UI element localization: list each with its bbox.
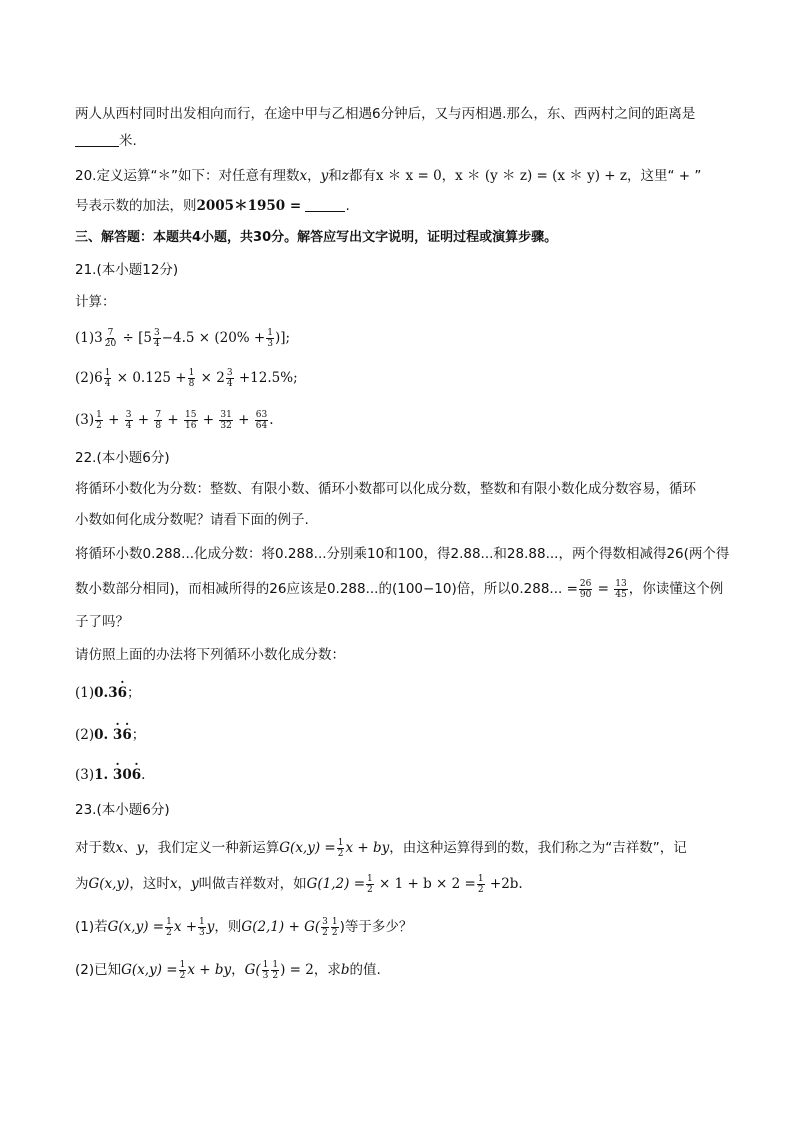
fraction: $\frac{1}{2}$: [272, 959, 279, 981]
repeating-digit: · 3: [113, 765, 122, 785]
q20-line2: [75, 196, 734, 216]
q22-head: [75, 448, 734, 468]
fraction: $\frac{1}{2}$: [477, 873, 484, 895]
expression-end: .: [269, 412, 274, 428]
q23-line1: [75, 834, 734, 862]
q19-text: 两人从西村同时出发相向而行，在途中甲与乙相遇6分钟后，又与丙相遇.那么，东、西两村之间的距离是: [75, 106, 696, 122]
q22-text: 子了吗？: [75, 614, 129, 630]
q22-item1: [75, 683, 734, 703]
q22-line2: [75, 510, 734, 530]
q22-item2: [75, 725, 734, 745]
q22-line3: [75, 544, 734, 564]
section-3-heading: [75, 228, 734, 248]
g-example-expr: × 1 + b × 2 =: [374, 876, 476, 892]
q23-text: )等于多少？: [339, 919, 413, 935]
q21-intro-text: 计算：: [75, 294, 116, 310]
var-y: y: [136, 840, 145, 856]
times: ×: [196, 370, 217, 386]
q22-text: 将循环小数化为分数：整数、有限小数、循环小数都可以化成分数，整数和有限小数化成分数容易，循环: [75, 481, 696, 497]
part-label: (2): [75, 727, 95, 743]
denominator: 8: [155, 421, 162, 431]
fraction: $\frac{1}{3}$: [267, 328, 273, 349]
q23-text: 的值.: [349, 962, 381, 978]
numerator: 1: [96, 410, 102, 420]
mixed-number: 2 $\frac{3}{4}$: [216, 367, 233, 389]
answer-blank[interactable]: [305, 197, 345, 212]
q23-text: ，这时: [129, 876, 170, 892]
q20-sep: ，: [441, 168, 456, 184]
q21-part1: [75, 324, 734, 352]
var-y: y: [320, 168, 329, 184]
rule-2: x ＊ (y ＊ z) = (x ＊ y) + z: [455, 168, 627, 184]
q23-part2: [75, 956, 734, 984]
mixed-number: 6 $\frac{1}{4}$: [94, 367, 111, 389]
numerator: 15: [185, 410, 197, 420]
q21-intro: [75, 292, 734, 312]
fraction: $\frac{1}{8}$: [188, 368, 195, 389]
repeating-digit: · 6: [118, 683, 127, 703]
fraction: [255, 410, 268, 431]
repeating-digit: · 6: [122, 725, 131, 745]
g-definition: G(x,y) =: [121, 962, 178, 978]
q23-text: 对于数: [75, 840, 116, 856]
part-label: (1): [75, 330, 95, 346]
decimal: 1.: [94, 767, 113, 783]
q23-line2: [75, 870, 734, 898]
question-heading: 22.(本小题6分): [75, 450, 170, 466]
rule-1: x ＊ x = 0: [375, 168, 442, 184]
numerator: 63: [255, 410, 268, 420]
mixed-number: 3 $\frac{7}{20}$: [94, 327, 117, 349]
q21-part3: [75, 406, 734, 434]
item-end: ；: [127, 685, 141, 701]
var-z: z: [341, 168, 349, 184]
q23-text: ，: [231, 962, 245, 978]
fraction: $\frac{1}{2}$: [166, 916, 172, 938]
q22-item3: [75, 765, 734, 785]
q20-tail: ，这里“ + ”: [626, 168, 702, 184]
q20-have: 都有: [348, 168, 376, 184]
fraction: [125, 410, 133, 431]
q19-unit: 米.: [119, 133, 137, 149]
expression-middle: × 0.125 +: [112, 370, 187, 386]
var-y: y: [190, 876, 199, 892]
fraction: $\frac{1}{2}$: [179, 959, 186, 981]
q20-line2-text: 号表示数的加法，则: [75, 198, 197, 214]
q23-text: 叫做吉祥数对，如: [198, 876, 307, 892]
mixed-number: 5 $\frac{3}{4}$: [143, 327, 160, 349]
q23-text: ，我们定义一种新运算: [144, 840, 280, 856]
var-y: y: [206, 919, 215, 935]
answer-blank[interactable]: [75, 132, 119, 147]
decimal: 0.3: [94, 685, 118, 701]
g-formula: x + by: [187, 962, 232, 978]
part-label: (2)已知: [75, 962, 122, 978]
q23-text: ，: [177, 876, 191, 892]
var-x: x: [115, 840, 124, 856]
g-formula: x +: [173, 919, 198, 935]
expression-end: )];: [274, 330, 291, 346]
q20-and: 和: [328, 168, 342, 184]
q22-line4: [75, 575, 734, 603]
denominator: 16: [185, 421, 197, 431]
var-x: x: [169, 876, 178, 892]
q20-line1: [75, 166, 734, 186]
digit: 0: [122, 767, 132, 783]
plus-sign: +: [103, 412, 124, 428]
q23-text: ，求: [313, 962, 341, 978]
g-value: ) = 2: [280, 962, 314, 978]
part-label: (1): [75, 685, 95, 701]
g-example-result: +2b.: [485, 876, 523, 892]
q22-text: 数小数部分相同)，而相减所得的26应该是0.288...的(100−10)倍，所以0.288... =: [75, 581, 578, 597]
q23-head: [75, 800, 734, 820]
fraction: $\frac{3}{2}$: [322, 916, 328, 938]
q22-line1: [75, 479, 734, 499]
q22-line5: [75, 612, 734, 632]
var-x: x: [299, 168, 308, 184]
repeating-digit: · 3: [113, 725, 122, 745]
q23-text: 为: [75, 876, 89, 892]
q21-part2: [75, 364, 734, 392]
item-end: ；: [131, 727, 146, 743]
denominator: 2: [96, 421, 102, 431]
fraction: $\frac{1}{2}$: [331, 916, 338, 938]
plus-sign: +: [198, 412, 219, 428]
division: ÷ [: [118, 330, 144, 346]
q23-text: ，由这种运算得到的数，我们称之为“吉祥数”，记: [389, 840, 687, 856]
question-heading: 23.(本小题6分): [75, 802, 170, 818]
part-label: (3): [75, 767, 95, 783]
equals: =: [593, 581, 614, 597]
denominator: 4: [125, 421, 132, 431]
g-example: G(1,2) =: [306, 876, 366, 892]
q22-text: ，你读懂这个例: [628, 581, 724, 597]
q20-comma: ，: [307, 168, 321, 184]
repeating-digit: · 6: [132, 765, 141, 785]
numerator: 3: [125, 410, 132, 420]
denominator: 32: [220, 421, 232, 431]
part-label: (2): [75, 370, 95, 386]
fraction: [95, 410, 103, 431]
q23-part1: [75, 913, 734, 941]
denominator: 64: [255, 421, 268, 431]
g-formula: x + by: [345, 840, 390, 856]
fraction: $\frac{1}{2}$: [337, 837, 344, 859]
fraction: $\frac{1}{3}$: [262, 959, 269, 981]
q20-expression: 2005＊1950 =: [196, 198, 302, 214]
plus-sign: +: [233, 412, 254, 428]
fraction: $\frac{13}{45}$: [615, 578, 627, 600]
expression-middle: −4.5 × (20% +: [161, 330, 266, 346]
q19-line1: [75, 104, 734, 124]
part-label: (3): [75, 412, 95, 428]
fraction: $\frac{1}{2}$: [367, 873, 373, 895]
q20-prefix: 20.定义运算“＊”如下：对任意有理数: [75, 168, 300, 184]
fraction-sum: [94, 410, 269, 431]
g-notation: G(x,y): [88, 876, 130, 892]
q19-line2: [75, 131, 734, 151]
q22-text: 小数如何化成分数呢？请看下面的例子.: [75, 512, 309, 528]
var-b: b: [340, 962, 350, 978]
fraction: [154, 410, 162, 431]
q21-head: [75, 260, 734, 280]
g-definition: G(x,y) =: [279, 840, 336, 856]
q23-text: ，则: [214, 919, 242, 935]
item-end: .: [141, 767, 146, 783]
part-label: (1)若: [75, 919, 108, 935]
g-definition: G(x,y) =: [107, 919, 165, 935]
g-expression: G(2,1) + G(: [241, 919, 321, 935]
g-expression: G(: [244, 962, 261, 978]
fraction: $\frac{1}{3}$: [199, 916, 205, 938]
q20-end: .: [345, 198, 350, 214]
expression-end: +12.5%;: [234, 370, 298, 386]
question-heading: 21.(本小题12分): [75, 262, 179, 278]
fraction: $\frac{26}{90}$: [579, 578, 592, 600]
fraction: [219, 410, 232, 431]
fraction: [184, 410, 197, 431]
q22-text: 将循环小数0.288...化成分数：将0.288...分别乘10和100，得2.88...和28.88...，两个得数相减得26(两个得: [75, 546, 730, 562]
q22-text: 请仿照上面的办法将下列循环小数化成分数：: [75, 647, 345, 663]
plus-sign: +: [163, 412, 184, 428]
numerator: 7: [155, 410, 162, 420]
section-title: 三、解答题：本题共4小题，共30分。解答应写出文字说明，证明过程或演算步骤。: [75, 230, 558, 245]
q22-line6: [75, 645, 734, 665]
numerator: 31: [220, 410, 232, 420]
decimal: 0.: [94, 727, 113, 743]
plus-sign: +: [133, 412, 154, 428]
q23-text: 、: [123, 840, 137, 856]
